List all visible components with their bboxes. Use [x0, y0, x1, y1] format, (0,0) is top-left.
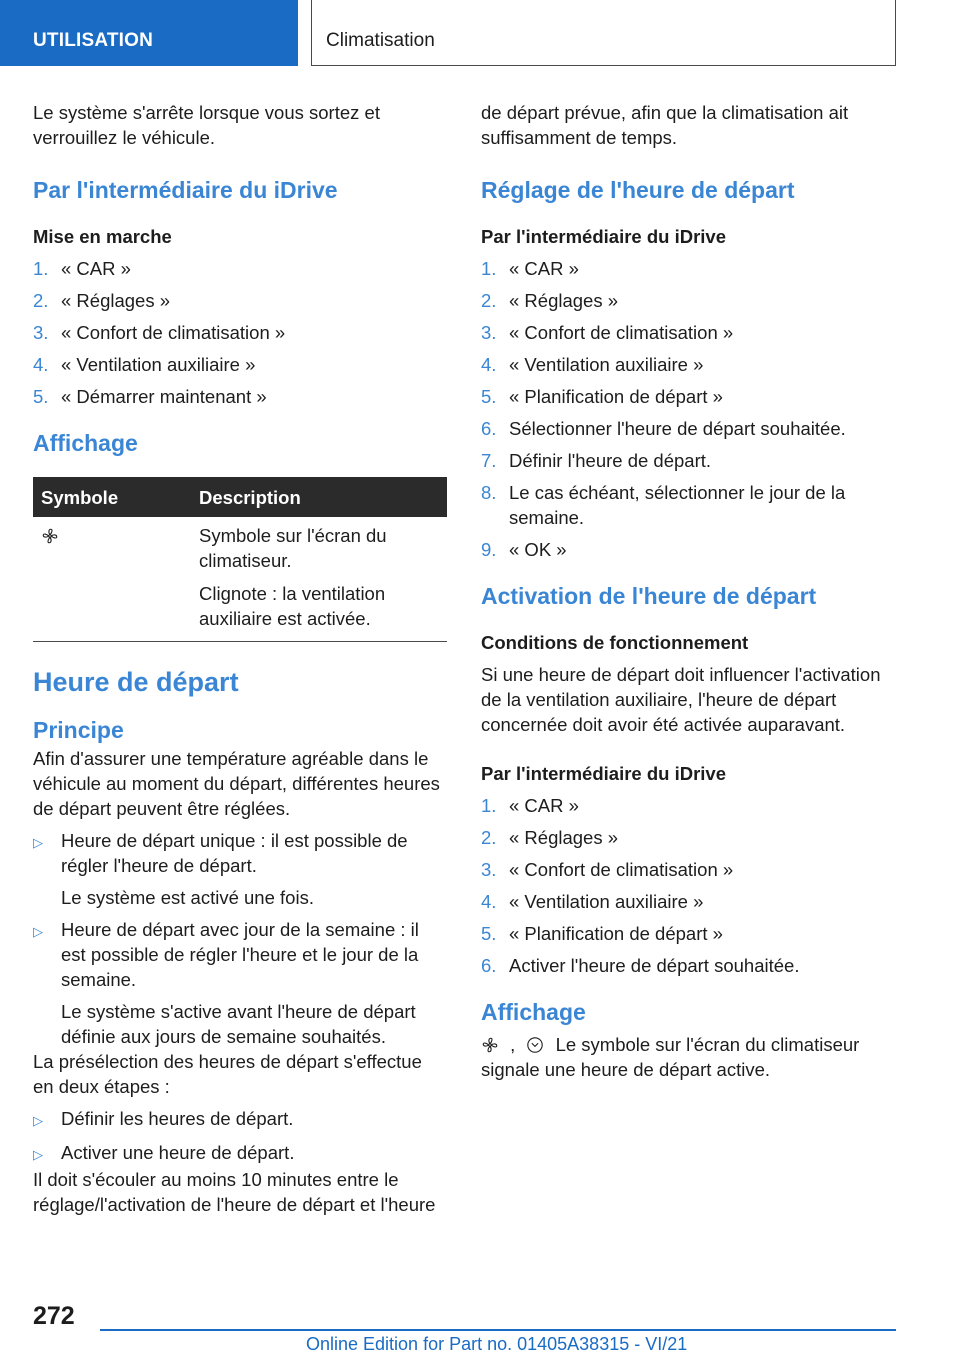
list-item: 4. « Ventilation auxiliaire » — [481, 891, 704, 912]
preselection-text: La présélection des heures de départ s'effectue en deux étapes : — [33, 1051, 422, 1097]
list-item: 3. « Confort de climatisation » — [481, 322, 734, 343]
clock-icon — [526, 1036, 544, 1054]
table-desc-2: Clignote : la ventilation auxiliaire est activée. — [199, 583, 386, 629]
affichage-separator: , — [510, 1034, 516, 1055]
outro-text: Il doit s'écouler au moins 10 minutes entre le réglage/l'activation de l'heure de départ et l'heure — [33, 1169, 436, 1215]
right-column — [481, 100, 896, 1082]
footer-edition: Online Edition for Part no. 01405A38315 - VI/21 — [306, 1334, 688, 1354]
list-item: ▷ Heure de départ avec jour de la semaine : il est possible de régler l'heure et le jour de la semaine. Le système s'active avant l'heure de départ définie aux jours de semaine souhaités. — [33, 919, 419, 1047]
list-item: 5. « Planification de départ » — [481, 923, 723, 944]
idrive-subheading: Par l'intermédiaire du iDrive — [481, 226, 726, 247]
reglage-steps-list — [481, 256, 896, 562]
section-title: UTILISATION — [33, 30, 154, 51]
principe-text: Afin d'assurer une température agréable dans le véhicule au moment du départ, différentes heures de départ peuvent être réglées. — [33, 748, 440, 819]
section-tab — [0, 0, 298, 66]
table-header-symbol: Symbole — [33, 477, 191, 517]
chapter-title: Climatisation — [326, 30, 435, 51]
mise-en-marche-heading: Mise en marche — [33, 226, 172, 247]
triangle-bullet-icon: ▷ — [33, 1113, 43, 1128]
list-item: ▷ Heure de départ unique : il est possible de régler l'heure de départ. Le système est activé une fois. — [33, 830, 408, 908]
affichage-heading-2: Affichage — [481, 999, 586, 1025]
list-item: 2. « Réglages » — [33, 290, 171, 311]
mise-steps-list — [33, 256, 447, 409]
fan-icon — [41, 527, 59, 545]
symbol-table — [33, 477, 447, 642]
list-item: 7. Définir l'heure de départ. — [481, 450, 712, 471]
fan-icon — [481, 1036, 499, 1054]
list-item: 2. « Réglages » — [481, 827, 619, 848]
reglage-heading: Réglage de l'heure de départ — [481, 177, 795, 203]
heure-de-depart-heading: Heure de départ — [33, 667, 239, 697]
list-item: 1. « CAR » — [33, 258, 131, 279]
chapter-tab — [311, 0, 896, 66]
page-number: 272 — [33, 1302, 75, 1330]
table-header-description: Description — [191, 477, 447, 517]
principe-heading: Principe — [33, 717, 124, 743]
list-item: 8. Le cas échéant, sélectionner le jour de la semaine. — [481, 482, 846, 528]
list-item: ▷ Définir les heures de départ. — [33, 1106, 447, 1133]
list-item: 6. Sélectionner l'heure de départ souhaitée. — [481, 418, 846, 439]
list-item: 2. « Réglages » — [481, 290, 619, 311]
list-item: 4. « Ventilation auxiliaire » — [481, 354, 704, 375]
bullets-list-1 — [33, 828, 447, 1049]
activation-steps-list — [481, 793, 896, 978]
left-column — [33, 100, 447, 1217]
bullets-list-2 — [33, 1106, 447, 1167]
continuation-text: de départ prévue, afin que la climatisation ait suffisamment de temps. — [481, 102, 849, 148]
affichage-heading: Affichage — [33, 430, 138, 456]
list-item: 5. « Démarrer maintenant » — [33, 386, 267, 407]
conditions-text: Si une heure de départ doit influencer l'activation de la ventilation auxiliaire, l'heure de départ concernée doit avoir été activée auparavant. — [481, 664, 881, 735]
triangle-bullet-icon: ▷ — [33, 1147, 43, 1162]
list-item: ▷ Activer une heure de départ. — [33, 1140, 447, 1167]
table-row — [33, 517, 447, 642]
list-item: 1. « CAR » — [481, 258, 579, 279]
idrive-heading: Par l'intermédiaire du iDrive — [33, 177, 338, 203]
triangle-bullet-icon: ▷ — [33, 835, 43, 850]
footer-divider — [100, 1329, 896, 1331]
intro-text: Le système s'arrête lorsque vous sortez et verrouillez le véhicule. — [33, 102, 380, 148]
affichage-text: , Le symbole sur l'écran du climatiseur signale une heure de départ active. — [481, 1034, 860, 1080]
list-item: 3. « Confort de climatisation » — [481, 859, 734, 880]
conditions-heading: Conditions de fonctionnement — [481, 632, 749, 653]
list-item: 5. « Planification de départ » — [481, 386, 723, 407]
activation-heading: Activation de l'heure de départ — [481, 583, 817, 609]
list-item: 6. Activer l'heure de départ souhaitée. — [481, 955, 800, 976]
idrive-subheading-2: Par l'intermédiaire du iDrive — [481, 763, 726, 784]
list-item: 4. « Ventilation auxiliaire » — [33, 354, 256, 375]
list-item: 3. « Confort de climatisation » — [33, 322, 286, 343]
table-desc-1: Symbole sur l'écran du climatiseur. — [199, 525, 387, 571]
list-item: 9. « OK » — [481, 539, 567, 560]
list-item: 1. « CAR » — [481, 795, 579, 816]
triangle-bullet-icon: ▷ — [33, 924, 43, 939]
